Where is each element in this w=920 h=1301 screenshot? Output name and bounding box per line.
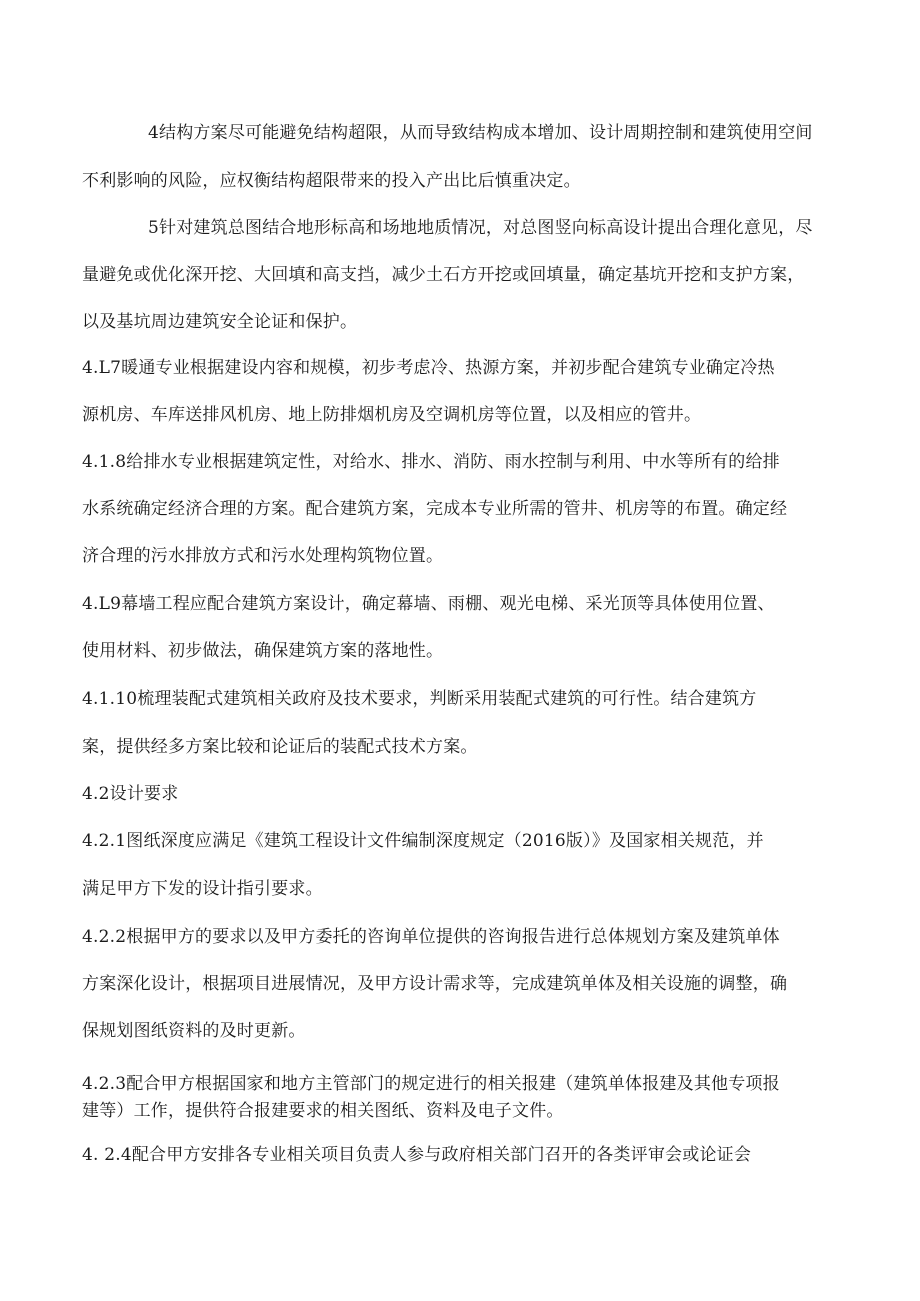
paragraph-line: 建等）工作，提供符合报建要求的相关图纸、资料及电子文件。 <box>82 1101 564 1121</box>
paragraph-line: 源机房、车库送排风机房、地上防排烟机房及空调机房等位置，以及相应的管井。 <box>82 405 702 425</box>
paragraph-line: 水系统确定经济合理的方案。配合建筑方案，完成本专业所需的管井、机房等的布置。确定经 <box>82 499 788 519</box>
paragraph-line: 4.2.1图纸深度应满足《建筑工程设计文件编制深度规定（2016版）》及国家相关规范，并 <box>82 831 764 851</box>
paragraph-line: 4结构方案尽可能避免结构超限，从而导致结构成本增加、设计周期控制和建筑使用空间 <box>148 123 813 143</box>
paragraph-line: 4.1.10梳理装配式建筑相关政府及技术要求，判断采用装配式建筑的可行性。结合建筑方 <box>82 689 757 709</box>
paragraph-line: 济合理的污水排放方式和污水处理构筑物位置。 <box>82 546 444 566</box>
paragraph-line: 4. 2.4配合甲方安排各专业相关项目负责人参与政府相关部门召开的各类评审会或论证会 <box>82 1145 752 1165</box>
paragraph-line: 使用材料、初步做法，确保建筑方案的落地性。 <box>82 641 444 661</box>
paragraph-line: 保规划图纸资料的及时更新。 <box>82 1021 306 1041</box>
paragraph-line: 4.2.3配合甲方根据国家和地方主管部门的规定进行的相关报建（建筑单体报建及其他专项报 <box>82 1074 780 1094</box>
paragraph-line: 量避免或优化深开挖、大回填和高支挡，减少土石方开挖或回填量，确定基坑开挖和支护方案， <box>82 265 805 285</box>
section-heading: 4.2设计要求 <box>82 784 179 804</box>
paragraph-line: 案，提供经多方案比较和论证后的装配式技术方案。 <box>82 737 478 757</box>
paragraph-line: 不利影响的风险，应权衡结构超限带来的投入产出比后慎重决定。 <box>82 171 581 191</box>
paragraph-line: 4.L9幕墙工程应配合建筑方案设计，确定幕墙、雨棚、观光电梯、采光顶等具体使用位置、 <box>82 594 775 614</box>
paragraph-line: 4.2.2根据甲方的要求以及甲方委托的咨询单位提供的咨询报告进行总体规划方案及建筑单体 <box>82 927 780 947</box>
paragraph-line: 4.L7暖通专业根据建设内容和规模，初步考虑冷、热源方案，并初步配合建筑专业确定冷热 <box>82 358 775 378</box>
paragraph-line: 满足甲方下发的设计指引要求。 <box>82 879 323 899</box>
paragraph-line: 以及基坑周边建筑安全论证和保护。 <box>82 312 358 332</box>
paragraph-line: 5针对建筑总图结合地形标高和场地地质情况，对总图竖向标高设计提出合理化意见，尽 <box>148 218 813 238</box>
paragraph-line: 方案深化设计，根据项目进展情况，及甲方设计需求等，完成建筑单体及相关设施的调整，确 <box>82 974 788 994</box>
paragraph-line: 4.1.8给排水专业根据建筑定性，对给水、排水、消防、雨水控制与利用、中水等所有的给排 <box>82 452 780 472</box>
